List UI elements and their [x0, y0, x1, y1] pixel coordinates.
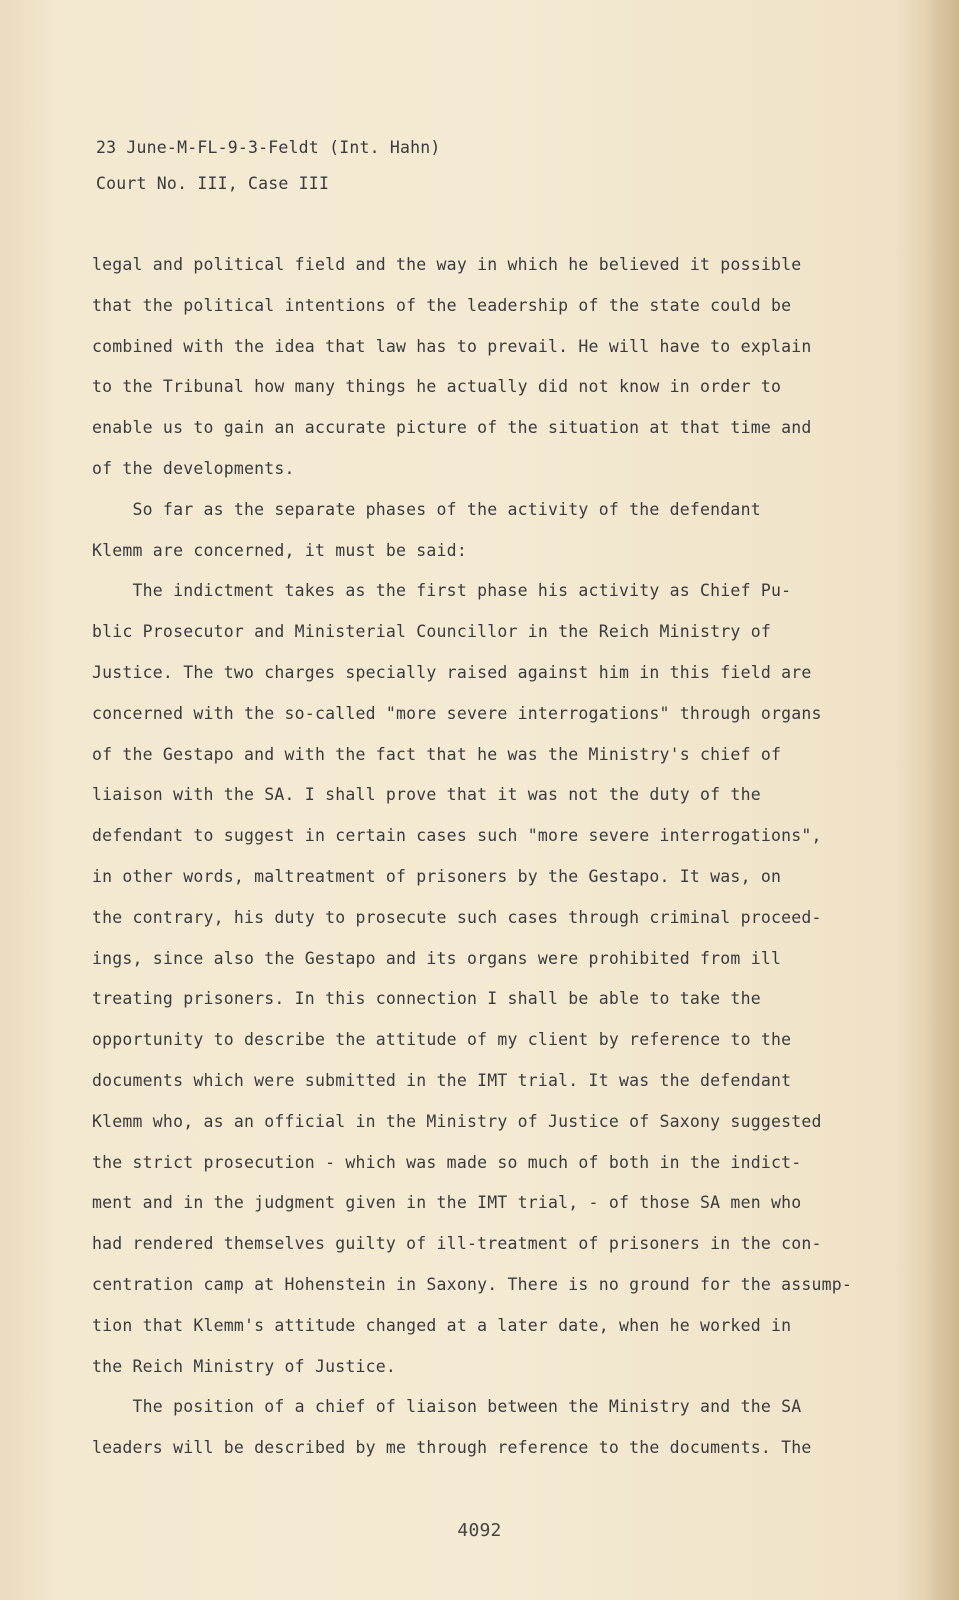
text-line: of the developments. — [92, 458, 295, 478]
text-line: the strict prosecution - which was made so much of both in the indict- — [92, 1152, 802, 1172]
text-line: documents which were submitted in the IMT trial. It was the defendant — [92, 1070, 792, 1090]
text-line: defendant to suggest in certain cases such "more severe interrogations", — [92, 826, 822, 846]
text-line: treating prisoners. In this connection I shall be able to take the — [92, 989, 761, 1009]
text-line: tion that Klemm's attitude changed at a later date, when he worked in — [92, 1315, 792, 1335]
court-case-reference: Court No. III, Case III — [96, 174, 330, 193]
text-line: had rendered themselves guilty of ill-treatment of prisoners in the con- — [92, 1234, 822, 1254]
text-line: enable us to gain an accurate picture of the situation at that time and — [92, 418, 812, 438]
text-line: to the Tribunal how many things he actually did not know in order to — [92, 377, 782, 397]
page-edge-shadow — [925, 0, 959, 1600]
text-line: The position of a chief of liaison between the Ministry and the SA — [92, 1397, 802, 1417]
text-line: the contrary, his duty to prosecute such cases through criminal proceed- — [92, 907, 822, 927]
text-line: So far as the separate phases of the activity of the defendant — [92, 499, 761, 519]
session-reference: 23 June-M-FL-9-3-Feldt (Int. Hahn) — [96, 138, 441, 157]
text-line: ings, since also the Gestapo and its organs were prohibited from ill — [92, 948, 782, 968]
document-header — [96, 130, 441, 202]
text-line: of the Gestapo and with the fact that he was the Ministry's chief of — [92, 744, 782, 764]
text-line: ment and in the judgment given in the IMT trial, - of those SA men who — [92, 1193, 802, 1213]
text-line: concerned with the so-called "more severe interrogations" through organs — [92, 703, 822, 723]
text-line: in other words, maltreatment of prisoners by the Gestapo. It was, on — [92, 866, 782, 886]
page-number: 4092 — [457, 1520, 502, 1541]
transcript-body — [92, 245, 872, 1469]
text-line: Klemm who, as an official in the Ministry of Justice of Saxony suggested — [92, 1111, 822, 1131]
text-line: that the political intentions of the leadership of the state could be — [92, 295, 792, 315]
text-line: legal and political field and the way in which he believed it possible — [92, 255, 802, 274]
text-line: leaders will be described by me through reference to the documents. The — [92, 1438, 812, 1458]
text-line: Justice. The two charges specially raised against him in this field are — [92, 662, 812, 682]
text-line: Klemm are concerned, it must be said: — [92, 540, 467, 560]
text-line: combined with the idea that law has to prevail. He will have to explain — [92, 336, 812, 356]
text-line: blic Prosecutor and Ministerial Councillor in the Reich Ministry of — [92, 622, 771, 642]
text-line: liaison with the SA. I shall prove that it was not the duty of the — [92, 785, 761, 805]
text-line: opportunity to describe the attitude of my client by reference to the — [92, 1030, 792, 1050]
text-line: centration camp at Hohenstein in Saxony. There is no ground for the assump- — [92, 1274, 853, 1294]
text-line: the Reich Ministry of Justice. — [92, 1356, 397, 1376]
text-line: The indictment takes as the first phase his activity as Chief Pu- — [92, 581, 792, 601]
